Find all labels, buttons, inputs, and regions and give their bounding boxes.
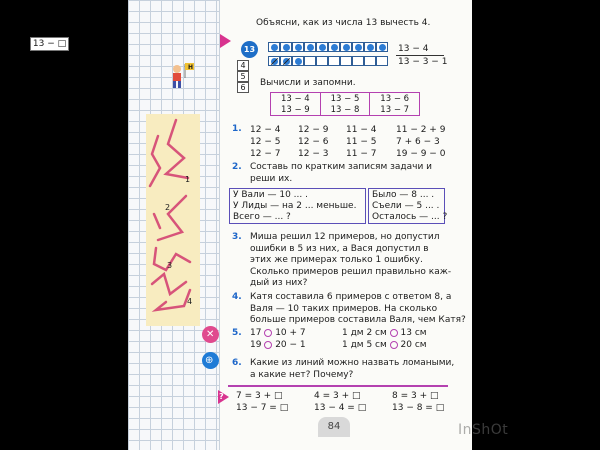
broken-lines-figure (146, 114, 200, 326)
memo-cell-col3: 13 − 6 13 − 7 (380, 94, 410, 115)
header-instruction: Объясни, как из числа 13 вычесть 4. (256, 18, 431, 28)
bottom-row-2-c: 13 − 8 = □ (392, 403, 445, 413)
bottom-row-2-b: 13 − 4 = □ (314, 403, 367, 413)
number-badge: 13 (241, 41, 258, 58)
task-5-right-row-1: 1 дм 2 см 13 см (342, 328, 427, 338)
brain-icon-glyph: ✕ (206, 329, 215, 340)
task-3-number: 3. (232, 232, 242, 242)
stack-cell-6: 6 (237, 82, 249, 93)
stack-cell-5: 5 (237, 71, 249, 82)
memo-title: Вычисли и запомни. (260, 78, 356, 88)
stick-label-2: 2 (165, 203, 171, 212)
stick-label-3: 3 (167, 261, 173, 270)
boy-with-flag-icon (165, 60, 199, 92)
dot-row-three (268, 56, 388, 66)
task-1-col-2: 12 − 9 12 − 6 12 − 3 (298, 125, 329, 159)
memo-table (270, 92, 420, 116)
task-5-left-row-2: 19 20 − 1 (250, 340, 306, 350)
task-2-number: 2. (232, 162, 242, 172)
task-2-line-1: Составь по кратким записям задачи и (250, 162, 433, 172)
header-expr-1: 13 − 4 (398, 44, 429, 54)
bottom-row-1-b: 4 = 3 + □ (314, 391, 361, 401)
task-1-col-1: 12 − 4 12 − 5 12 − 7 (250, 125, 281, 159)
fraction-bar (396, 55, 444, 56)
task-5-number: 5. (232, 328, 242, 338)
bottom-row-2-a: 13 − 7 = □ (236, 403, 289, 413)
task-4-number: 4. (232, 292, 242, 302)
task-2-line-2: реши их. (250, 174, 293, 184)
margin-task-box: 13 − □ (30, 37, 69, 51)
section-marker-icon (220, 34, 231, 48)
page-number: 84 (318, 417, 350, 437)
task-6-number: 6. (232, 358, 242, 368)
task-1-col-3: 11 − 4 11 − 5 11 − 7 (346, 125, 377, 159)
task-6-line-2: а какие нет? Почему? (250, 370, 354, 380)
task-2-right-notes: Было — 8 ... . Съели — 5 ... . Осталось — ... ? (372, 190, 448, 222)
header-expr-2: 13 − 3 − 1 (398, 57, 448, 67)
dot-row-ten (268, 42, 388, 52)
task-3-text: Миша решил 12 примеров, но допустил ошибки в 5 из них, а Вася допустил в этих же примерах только 1 ошибку. Сколько примеров решил правильно каж- дый из них? (250, 232, 452, 288)
stick-label-4: 4 (187, 297, 193, 306)
memo-cell-col2: 13 − 5 13 − 8 (321, 93, 371, 115)
task-6-line-1: Какие из линий можно назвать ломаными, (250, 358, 455, 368)
globe-icon-glyph: ⊕ (205, 355, 214, 366)
bottom-divider (228, 385, 448, 387)
task-1-number: 1. (232, 124, 242, 134)
task-5-right-row-2: 1 дм 5 см 20 см (342, 340, 427, 350)
task-1-col-4: 11 − 2 + 9 7 + 6 − 3 19 − 9 − 0 (396, 125, 446, 159)
stack-cell-4: 4 (237, 60, 249, 71)
watermark: InShOt (458, 422, 509, 438)
bottom-row-1-a: 7 = 3 + □ (236, 391, 283, 401)
question-marker-glyph: ? (219, 392, 224, 401)
memo-cell-col1: 13 − 4 13 − 9 (271, 93, 321, 115)
flag-letter: Н (188, 64, 194, 71)
bottom-row-1-c: 8 = 3 + □ (392, 391, 439, 401)
task-4-text: Катя составила 6 примеров с ответом 8, а Валя — 10 таких примеров. На сколько больше примеров составила Валя, чем Катя? (250, 292, 466, 325)
task-2-left-notes: У Вали — 10 ... . У Лиды — на 2 ... меньше. Всего — ... ? (233, 190, 357, 222)
stick-label-1: 1 (185, 175, 191, 184)
task-5-left-row-1: 17 10 + 7 (250, 328, 306, 338)
